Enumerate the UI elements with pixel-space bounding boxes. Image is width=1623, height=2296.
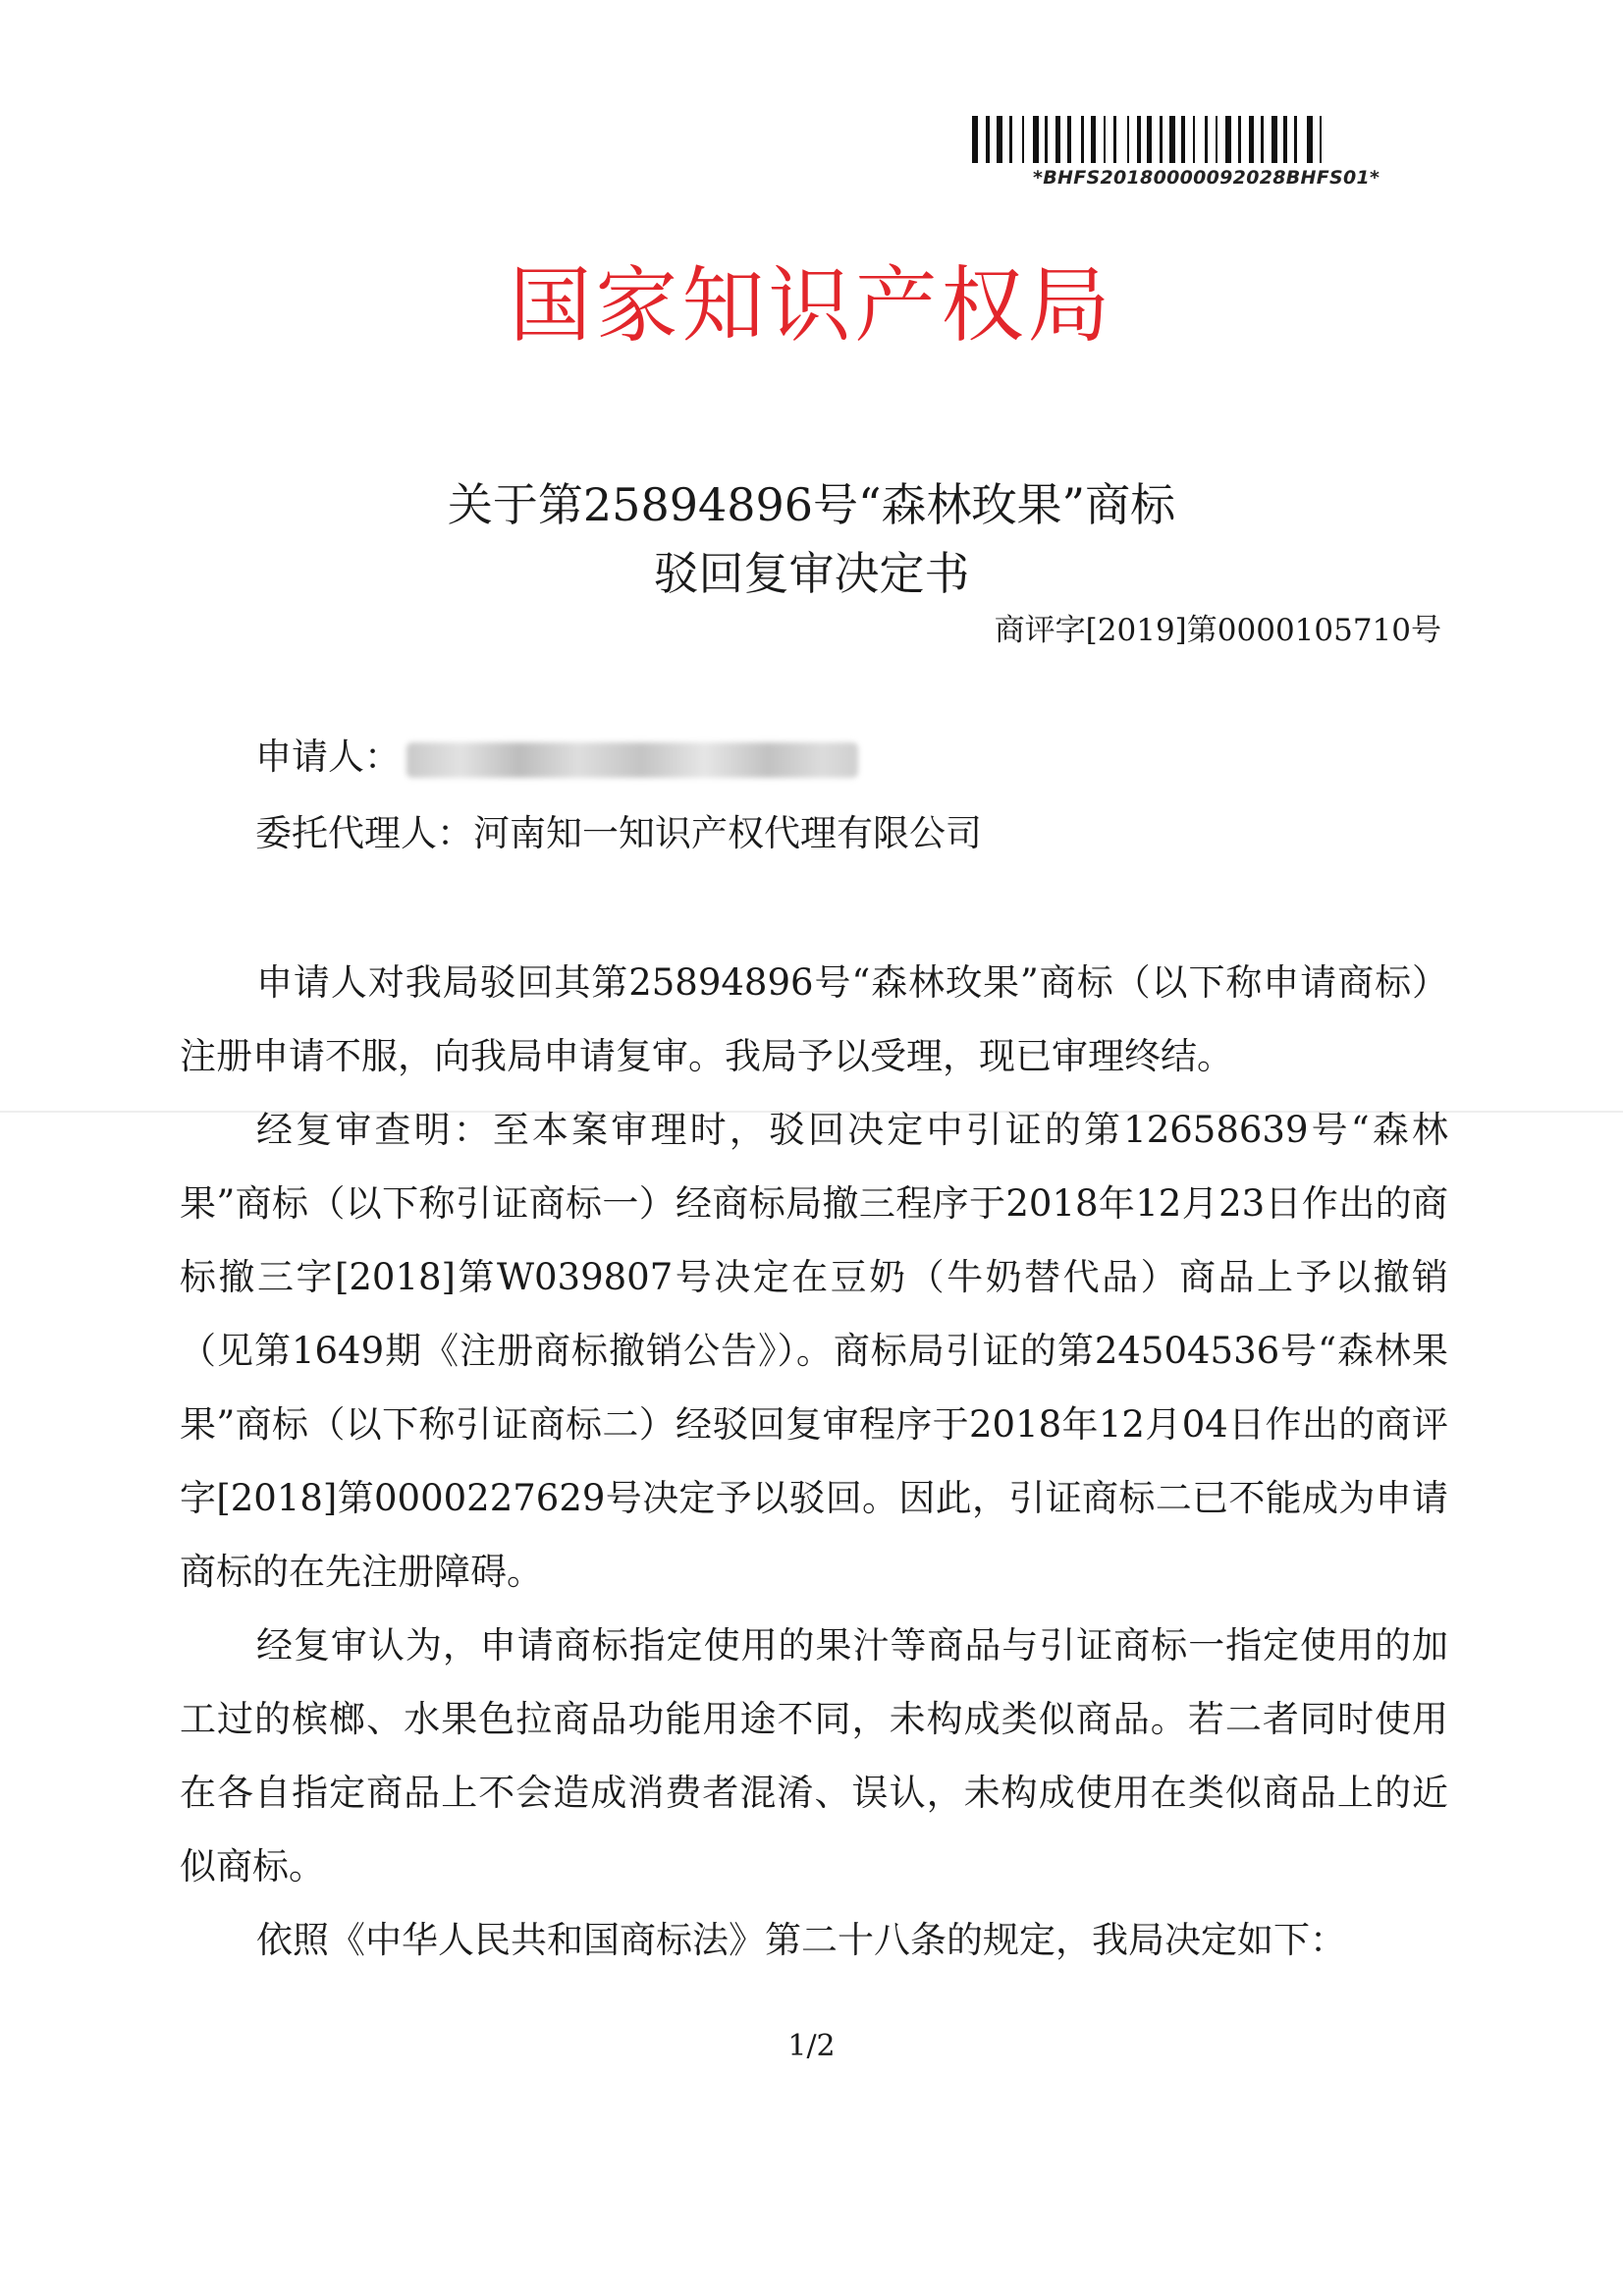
barcode-bar xyxy=(1283,116,1287,163)
barcode-bar xyxy=(1104,116,1106,163)
document-title-line1: 关于第25894896号“森林玫果”商标 xyxy=(447,478,1176,531)
barcode-bar xyxy=(1004,116,1007,163)
applicant-name-redacted xyxy=(406,742,858,778)
barcode-bar xyxy=(1243,116,1247,163)
barcode-bar xyxy=(992,116,994,163)
barcode-bar xyxy=(1193,116,1195,163)
barcode-bar xyxy=(1225,116,1231,163)
paragraph-findings: 经复审查明：至本案审理时，驳回决定中引证的第12658639号“森林果”商标（以下称引证商标一）经商标局撤三程序于2018年12月23日作出的商标撤三字[2018]第W039807号决定在豆奶（牛奶替代品）商品上予以撤销（见第1649期《注册商标撤销公告》）。商标局引证的第24504536号“森林果果”商标（以下称引证商标二）经驳回复审程序于2018年12月04日作出的商评字[2018]第0000227629号决定予以驳回。因此，引证商标二已不能成为申请商标的在先注册障碍。 xyxy=(180,1109,1448,1593)
barcode-bar xyxy=(1143,116,1145,163)
barcode-bar xyxy=(1127,116,1129,163)
barcode xyxy=(972,116,1384,163)
paragraph-reasoning: 经复审认为，申请商标指定使用的果汁等商品与引证商标一指定使用的加工过的槟榔、水果色拉商品功能用途不同，未构成类似商品。若二者同时使用在各自指定商品上不会造成消费者混淆、误认，未构成使用在类似商品上的近似商标。 xyxy=(180,1624,1448,1887)
barcode-bar xyxy=(1026,116,1030,163)
barcode-bar xyxy=(997,116,1002,163)
barcode-bar xyxy=(1119,116,1125,163)
barcode-bar xyxy=(1233,116,1235,163)
barcode-bar xyxy=(1169,116,1175,163)
agent-name: 河南知一知识产权代理有限公司 xyxy=(473,812,982,854)
barcode-bar xyxy=(1181,116,1185,163)
barcode-bar xyxy=(1108,116,1111,163)
barcode-bar xyxy=(1197,116,1202,163)
barcode-bar xyxy=(1307,116,1313,163)
document-title-line2: 驳回复审决定书 xyxy=(653,547,970,600)
barcode-bar xyxy=(1073,116,1079,163)
applicant-label: 申请人： xyxy=(255,736,401,778)
barcode-bar xyxy=(1238,116,1241,163)
barcode-bar xyxy=(1137,116,1141,163)
barcode-bar xyxy=(972,116,978,163)
barcode-bar xyxy=(1033,116,1039,163)
decision-body xyxy=(180,946,1448,1977)
barcode-bar xyxy=(1294,116,1297,163)
page-number: 1/2 xyxy=(787,2029,836,2063)
barcode-bar xyxy=(1087,116,1089,163)
barcode-bar xyxy=(1009,116,1012,163)
barcode-bar xyxy=(1188,116,1191,163)
barcode-bar xyxy=(1261,116,1264,163)
barcode-bar xyxy=(1279,116,1281,163)
barcode-bar xyxy=(1216,116,1217,163)
barcode-bar xyxy=(1131,116,1134,163)
barcode-bar xyxy=(1015,116,1020,163)
barcode-block xyxy=(972,116,1384,189)
barcode-bar xyxy=(1081,116,1084,163)
barcode-bar xyxy=(1220,116,1223,163)
barcode-bar xyxy=(1164,116,1166,163)
barcode-caption: *BHFS20180000092028BHFS01* xyxy=(1033,167,1380,189)
barcode-bar xyxy=(1098,116,1101,163)
applicant-row xyxy=(255,727,858,780)
document-number: 商评字[2019]第0000105710号 xyxy=(994,613,1441,648)
barcode-bar xyxy=(1041,116,1043,163)
barcode-bar xyxy=(1147,116,1152,163)
barcode-bar xyxy=(1155,116,1158,163)
barcode-bar xyxy=(1257,116,1259,163)
barcode-bar xyxy=(1299,116,1304,163)
barcode-bar xyxy=(1271,116,1277,163)
barcode-bar xyxy=(1249,116,1254,163)
barcode-bar xyxy=(1160,116,1163,163)
barcode-bar xyxy=(1266,116,1269,163)
paragraph-basis: 依照《中华人民共和国商标法》第二十八条的规定，我局决定如下： xyxy=(256,1919,1346,1961)
barcode-bar xyxy=(1062,116,1064,163)
paragraph-intro: 申请人对我局驳回其第25894896号“森林玫果”商标（以下称申请商标）注册申请不服，向我局申请复审。我局予以受理，现已审理终结。 xyxy=(180,961,1448,1077)
barcode-bar xyxy=(1045,116,1048,163)
agent-label: 委托代理人： xyxy=(255,812,473,854)
barcode-bar xyxy=(1315,116,1318,163)
barcode-bar xyxy=(1067,116,1071,163)
barcode-bar xyxy=(1091,116,1096,163)
barcode-bar xyxy=(986,116,990,163)
barcode-bar xyxy=(1055,116,1060,163)
barcode-bar xyxy=(981,116,984,163)
agency-name: 国家知识产权局 xyxy=(509,257,1114,354)
barcode-bar xyxy=(1022,116,1024,163)
barcode-bar xyxy=(1205,116,1208,163)
barcode-bar xyxy=(1325,116,1328,163)
barcode-bar xyxy=(1113,116,1116,163)
barcode-bar xyxy=(1210,116,1214,163)
agent-row xyxy=(255,803,982,856)
barcode-bar xyxy=(1320,116,1322,163)
barcode-bar xyxy=(1051,116,1054,163)
barcode-bar xyxy=(1177,116,1179,163)
barcode-bar xyxy=(1290,116,1292,163)
